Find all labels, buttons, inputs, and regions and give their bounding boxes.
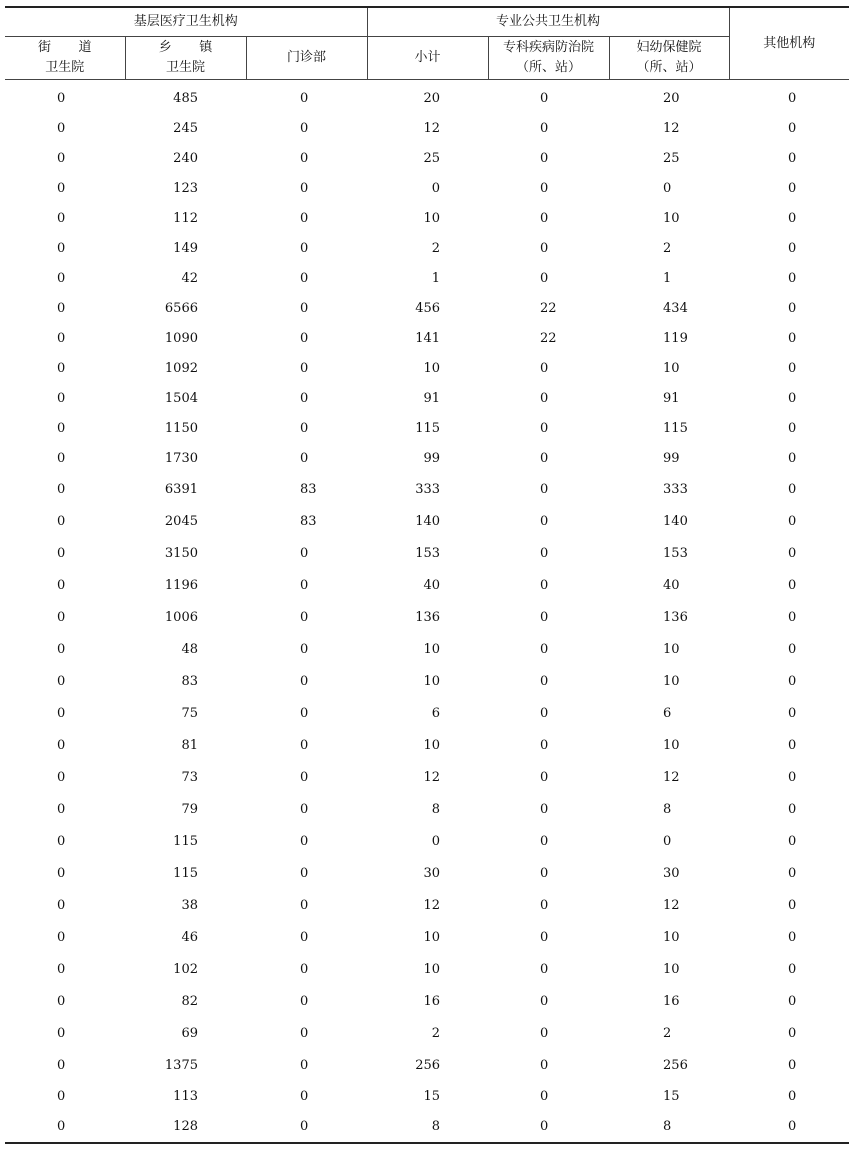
table-row [5,383,849,413]
cell-subtotal: 12 [423,120,441,136]
cell-township-health-center: 83 [181,673,198,689]
cell-maternal-child: 20 [663,90,680,106]
col-header-township-health-center [125,37,246,80]
cell-disease-prevention: 0 [540,513,549,529]
cell-other: 0 [788,330,797,346]
cell-maternal-child: 0 [663,180,672,196]
cell-clinic: 0 [300,641,309,657]
cell-subtotal: 140 [415,513,441,529]
cell-clinic: 0 [300,929,309,945]
cell-street-health-center: 0 [57,833,66,849]
group-header-grassroots: 基层医疗卫生机构 [5,7,367,37]
cell-township-health-center: 128 [125,1111,246,1143]
table-row [5,793,849,825]
table-row [5,1049,849,1081]
cell-township-health-center: 115 [173,865,198,881]
statistics-table-page [5,6,849,1144]
cell-disease-prevention: 0 [540,961,549,977]
cell-disease-prevention: 0 [540,390,549,406]
cell-township-health-center: 75 [181,705,198,721]
cell-township-health-center: 113 [173,1088,198,1104]
cell-subtotal: 10 [423,641,441,657]
table-row [5,263,849,293]
table-row [5,825,849,857]
cell-disease-prevention: 0 [540,705,549,721]
cell-maternal-child: 136 [663,609,688,625]
cell-township-health-center: 81 [181,737,198,753]
cell-township-health-center: 1006 [164,609,198,625]
cell-clinic: 0 [300,833,309,849]
col-header-clinic: 门诊部 [246,37,367,80]
cell-other: 0 [788,1057,797,1073]
cell-township-health-center: 1196 [164,577,198,593]
cell-street-health-center: 0 [57,240,66,256]
table-row [5,857,849,889]
cell-other: 0 [788,897,797,913]
cell-township-health-center: 1730 [164,450,198,466]
table-row [5,143,849,173]
cell-maternal-child: 10 [663,673,680,689]
cell-maternal-child: 40 [663,577,680,593]
cell-township-health-center: 79 [181,801,198,817]
cell-township-health-center: 102 [173,961,198,977]
cell-maternal-child: 16 [663,993,680,1009]
cell-maternal-child: 25 [663,150,680,166]
cell-other: 0 [788,705,797,721]
cell-maternal-child: 8 [609,1111,729,1143]
cell-clinic: 83 [300,513,317,529]
cell-other: 0 [788,481,797,497]
col-header-disease-prevention [488,37,609,80]
table-row [5,80,849,114]
cell-street-health-center: 0 [5,1111,125,1143]
cell-other: 0 [788,769,797,785]
cell-disease-prevention: 0 [540,993,549,1009]
cell-other: 0 [788,545,797,561]
cell-maternal-child: 15 [663,1088,680,1104]
cell-subtotal: 99 [423,450,441,466]
cell-street-health-center: 0 [57,961,66,977]
table-row [5,601,849,633]
cell-township-health-center: 82 [181,993,198,1009]
cell-other: 0 [788,929,797,945]
cell-street-health-center: 0 [57,1057,66,1073]
table-row [5,413,849,443]
cell-disease-prevention: 0 [540,897,549,913]
table-row [5,921,849,953]
cell-other: 0 [788,513,797,529]
cell-street-health-center: 0 [57,120,66,136]
table-body [5,80,849,1144]
cell-disease-prevention: 0 [540,609,549,625]
cell-disease-prevention: 0 [540,210,549,226]
cell-other: 0 [788,120,797,136]
cell-maternal-child: 0 [663,833,672,849]
cell-township-health-center: 42 [181,270,198,286]
cell-subtotal: 16 [423,993,441,1009]
table-row [5,633,849,665]
cell-disease-prevention: 0 [540,150,549,166]
cell-clinic: 0 [300,240,309,256]
cell-street-health-center: 0 [57,545,66,561]
cell-other: 0 [788,961,797,977]
cell-street-health-center: 0 [57,641,66,657]
table-row [5,203,849,233]
cell-other: 0 [788,577,797,593]
cell-clinic: 0 [300,993,309,1009]
cell-township-health-center: 2045 [164,513,198,529]
table-row [5,665,849,697]
cell-disease-prevention: 22 [540,330,557,346]
cell-township-health-center: 69 [181,1025,198,1041]
health-institutions-table [5,6,849,1144]
cell-disease-prevention: 0 [540,929,549,945]
cell-disease-prevention: 0 [540,833,549,849]
table-row [5,537,849,569]
cell-other: 0 [788,300,797,316]
cell-street-health-center: 0 [57,769,66,785]
cell-street-health-center: 0 [57,390,66,406]
cell-township-health-center: 3150 [164,545,198,561]
cell-other: 0 [788,360,797,376]
cell-street-health-center: 0 [57,801,66,817]
cell-street-health-center: 0 [57,180,66,196]
cell-township-health-center: 1150 [164,420,198,436]
cell-other: 0 [729,1111,849,1143]
cell-street-health-center: 0 [57,1088,66,1104]
cell-subtotal: 10 [423,210,441,226]
table-row [5,353,849,383]
cell-disease-prevention: 0 [540,120,549,136]
cell-clinic: 0 [300,330,309,346]
cell-disease-prevention: 0 [540,865,549,881]
cell-clinic: 0 [300,609,309,625]
group-header-public-health: 专业公共卫生机构 [367,7,729,37]
cell-clinic: 0 [300,801,309,817]
table-row [5,569,849,601]
cell-maternal-child: 91 [663,390,680,406]
col-header-township-line1: 乡 镇 [158,40,224,55]
cell-township-health-center: 6391 [164,481,198,497]
cell-subtotal: 6 [431,705,441,721]
cell-subtotal: 10 [423,360,441,376]
cell-maternal-child: 12 [663,769,680,785]
cell-subtotal: 153 [415,545,441,561]
cell-street-health-center: 0 [57,897,66,913]
cell-maternal-child: 2 [663,240,672,256]
cell-clinic: 0 [300,120,309,136]
cell-street-health-center: 0 [57,481,66,497]
cell-street-health-center: 0 [57,737,66,753]
cell-clinic: 0 [300,1057,309,1073]
cell-clinic: 0 [300,300,309,316]
cell-clinic: 0 [300,897,309,913]
cell-clinic: 0 [246,1111,367,1143]
col-header-subtotal: 小计 [367,37,488,80]
cell-other: 0 [788,1088,797,1104]
table-row [5,1081,849,1111]
cell-subtotal: 40 [423,577,441,593]
cell-subtotal: 15 [423,1088,441,1104]
cell-clinic: 0 [300,450,309,466]
cell-street-health-center: 0 [57,270,66,286]
cell-township-health-center: 73 [181,769,198,785]
cell-clinic: 0 [300,180,309,196]
cell-maternal-child: 10 [663,210,680,226]
cell-maternal-child: 434 [663,300,688,316]
cell-maternal-child: 12 [663,897,680,913]
cell-township-health-center: 6566 [164,300,198,316]
cell-clinic: 0 [300,150,309,166]
cell-clinic: 0 [300,270,309,286]
cell-other: 0 [788,390,797,406]
cell-clinic: 0 [300,737,309,753]
table-row [5,761,849,793]
cell-subtotal: 141 [415,330,441,346]
cell-township-health-center: 1092 [164,360,198,376]
cell-subtotal: 1 [431,270,441,286]
cell-disease-prevention: 0 [540,240,549,256]
cell-clinic: 0 [300,769,309,785]
cell-subtotal: 333 [415,481,441,497]
cell-other: 0 [788,801,797,817]
cell-maternal-child: 30 [663,865,680,881]
cell-street-health-center: 0 [57,450,66,466]
table-row [5,323,849,353]
cell-clinic: 0 [300,90,309,106]
cell-clinic: 0 [300,705,309,721]
col-header-maternal-line1: 妇幼保健院 [636,40,702,55]
cell-disease-prevention: 0 [540,1025,549,1041]
cell-disease-prevention: 0 [540,801,549,817]
cell-other: 0 [788,450,797,466]
table-row [5,173,849,203]
cell-maternal-child: 10 [663,929,680,945]
col-header-street-line2: 卫生院 [45,60,85,75]
col-header-maternal-child [609,37,729,80]
cell-subtotal: 0 [431,180,441,196]
cell-subtotal: 25 [423,150,441,166]
cell-subtotal: 136 [415,609,441,625]
cell-disease-prevention: 0 [540,1057,549,1073]
col-header-township-line2: 卫生院 [165,60,205,75]
cell-disease-prevention: 0 [540,545,549,561]
table-row [5,953,849,985]
cell-maternal-child: 256 [663,1057,688,1073]
cell-disease-prevention: 0 [540,90,549,106]
table-row [5,473,849,505]
cell-disease-prevention: 0 [540,180,549,196]
cell-clinic: 0 [300,210,309,226]
cell-maternal-child: 12 [663,120,680,136]
cell-disease-prevention: 22 [540,300,557,316]
table-header [5,7,849,80]
cell-township-health-center: 240 [173,150,198,166]
cell-other: 0 [788,180,797,196]
cell-subtotal: 10 [423,929,441,945]
cell-other: 0 [788,420,797,436]
cell-township-health-center: 48 [181,641,198,657]
cell-subtotal: 0 [431,833,441,849]
cell-disease-prevention: 0 [540,420,549,436]
cell-township-health-center: 112 [173,210,198,226]
col-header-disease-line1: 专科疾病防治院 [503,40,595,55]
cell-township-health-center: 245 [173,120,198,136]
cell-disease-prevention: 0 [540,270,549,286]
cell-clinic: 0 [300,390,309,406]
cell-street-health-center: 0 [57,420,66,436]
cell-maternal-child: 10 [663,737,680,753]
cell-other: 0 [788,673,797,689]
cell-maternal-child: 99 [663,450,680,466]
cell-other: 0 [788,833,797,849]
cell-street-health-center: 0 [57,300,66,316]
cell-subtotal: 115 [415,420,441,436]
cell-other: 0 [788,210,797,226]
cell-clinic: 0 [300,360,309,376]
cell-maternal-child: 140 [663,513,688,529]
cell-street-health-center: 0 [57,513,66,529]
cell-township-health-center: 485 [173,90,198,106]
cell-street-health-center: 0 [57,360,66,376]
table-row [5,1111,849,1143]
table-row [5,985,849,1017]
cell-street-health-center: 0 [57,865,66,881]
cell-street-health-center: 0 [57,993,66,1009]
cell-disease-prevention: 0 [540,673,549,689]
cell-township-health-center: 149 [173,240,198,256]
cell-maternal-child: 10 [663,360,680,376]
cell-clinic: 0 [300,961,309,977]
cell-subtotal: 10 [423,961,441,977]
cell-subtotal: 10 [423,673,441,689]
cell-disease-prevention: 0 [488,1111,609,1143]
cell-maternal-child: 119 [663,330,688,346]
cell-other: 0 [788,240,797,256]
cell-clinic: 0 [300,1088,309,1104]
cell-disease-prevention: 0 [540,360,549,376]
cell-other: 0 [788,737,797,753]
cell-subtotal: 10 [423,737,441,753]
cell-street-health-center: 0 [57,673,66,689]
col-header-street-line1: 街 道 [37,40,104,55]
cell-clinic: 0 [300,1025,309,1041]
cell-township-health-center: 123 [173,180,198,196]
col-header-other: 其他机构 [729,7,849,80]
cell-other: 0 [788,270,797,286]
cell-disease-prevention: 0 [540,737,549,753]
cell-subtotal: 30 [423,865,441,881]
cell-subtotal: 456 [415,300,441,316]
cell-maternal-child: 10 [663,961,680,977]
table-row [5,697,849,729]
cell-street-health-center: 0 [57,90,66,106]
cell-other: 0 [788,1025,797,1041]
cell-subtotal: 2 [431,240,441,256]
cell-maternal-child: 2 [663,1025,672,1041]
cell-township-health-center: 1504 [164,390,198,406]
cell-clinic: 0 [300,577,309,593]
cell-maternal-child: 333 [663,481,688,497]
table-row [5,889,849,921]
cell-subtotal: 20 [423,90,441,106]
cell-street-health-center: 0 [57,150,66,166]
col-header-maternal-line2: （所、站） [636,60,702,75]
col-header-disease-line2: （所、站） [516,60,582,75]
table-row [5,505,849,537]
table-row [5,293,849,323]
cell-street-health-center: 0 [57,705,66,721]
cell-maternal-child: 115 [663,420,688,436]
cell-subtotal: 8 [367,1111,488,1143]
cell-street-health-center: 0 [57,210,66,226]
cell-clinic: 0 [300,420,309,436]
cell-clinic: 83 [300,481,317,497]
cell-other: 0 [788,90,797,106]
cell-township-health-center: 1375 [164,1057,198,1073]
col-header-street-health-center [5,37,125,80]
table-row [5,113,849,143]
cell-other: 0 [788,993,797,1009]
cell-township-health-center: 38 [181,897,198,913]
cell-subtotal: 256 [415,1057,441,1073]
cell-disease-prevention: 0 [540,641,549,657]
cell-maternal-child: 8 [663,801,672,817]
table-row [5,729,849,761]
cell-other: 0 [788,609,797,625]
cell-disease-prevention: 0 [540,481,549,497]
cell-other: 0 [788,641,797,657]
cell-maternal-child: 10 [663,641,680,657]
cell-clinic: 0 [300,865,309,881]
cell-street-health-center: 0 [57,330,66,346]
cell-disease-prevention: 0 [540,769,549,785]
cell-clinic: 0 [300,673,309,689]
cell-street-health-center: 0 [57,609,66,625]
cell-disease-prevention: 0 [540,577,549,593]
cell-township-health-center: 46 [181,929,198,945]
cell-other: 0 [788,150,797,166]
cell-subtotal: 8 [431,801,441,817]
cell-other: 0 [788,865,797,881]
cell-disease-prevention: 0 [540,450,549,466]
cell-subtotal: 12 [423,897,441,913]
cell-street-health-center: 0 [57,1025,66,1041]
cell-township-health-center: 1090 [164,330,198,346]
cell-clinic: 0 [300,545,309,561]
cell-subtotal: 12 [423,769,441,785]
cell-street-health-center: 0 [57,929,66,945]
table-row [5,233,849,263]
cell-maternal-child: 6 [663,705,672,721]
table-row [5,443,849,473]
table-row [5,1017,849,1049]
cell-street-health-center: 0 [57,577,66,593]
cell-township-health-center: 115 [173,833,198,849]
cell-maternal-child: 153 [663,545,688,561]
cell-subtotal: 2 [431,1025,441,1041]
cell-subtotal: 91 [423,390,441,406]
cell-disease-prevention: 0 [540,1088,549,1104]
cell-maternal-child: 1 [663,270,672,286]
